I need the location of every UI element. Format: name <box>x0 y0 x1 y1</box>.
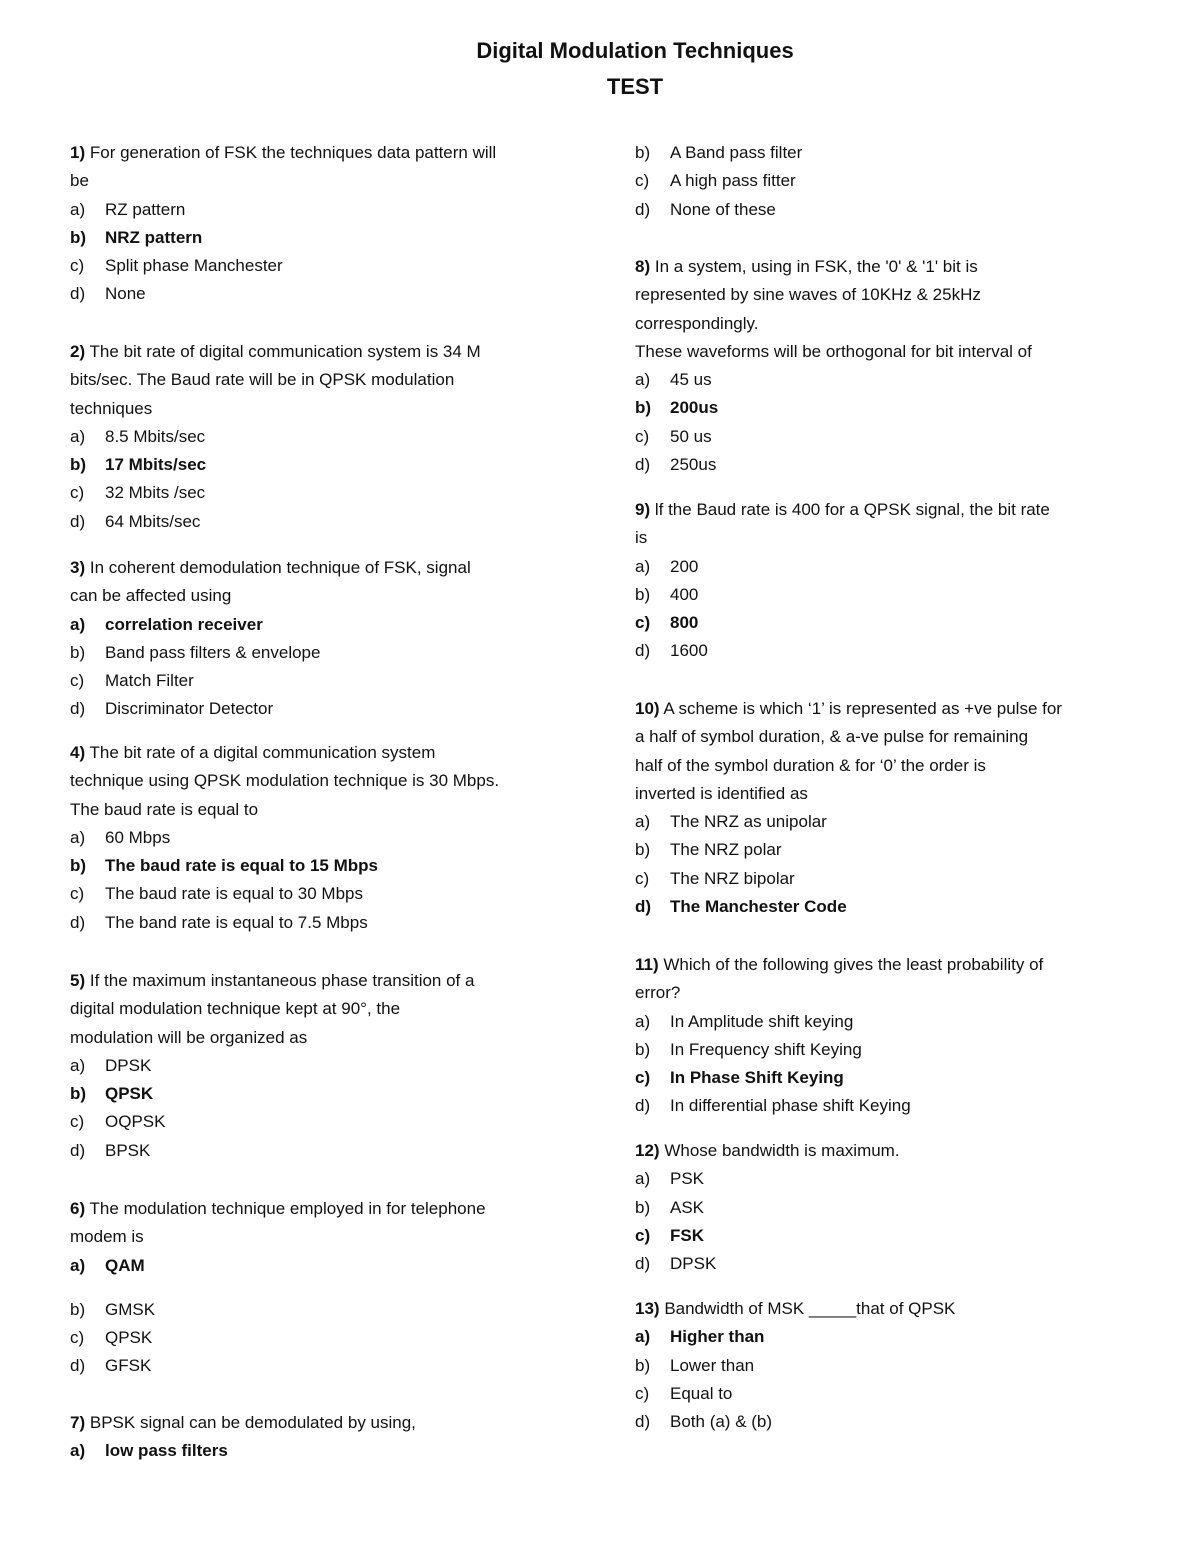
option-text: Band pass filters & envelope <box>105 642 321 662</box>
question-number: 6) <box>70 1199 86 1218</box>
option-letter: a) <box>635 812 651 832</box>
option-text: 200 <box>670 556 699 576</box>
option-text: DPSK <box>670 1254 717 1274</box>
option-letter: b) <box>635 398 652 418</box>
option-text: In differential phase shift Keying <box>670 1096 911 1116</box>
answer-option <box>70 1324 486 1352</box>
option-text: The baud rate is equal to 30 Mbps <box>105 884 363 904</box>
question-text: techniques <box>70 398 153 418</box>
question-text-line <box>70 1195 486 1223</box>
answer-option <box>70 695 471 723</box>
option-text: 50 us <box>670 426 712 446</box>
option-text: The band rate is equal to 7.5 Mbps <box>105 912 368 932</box>
option-text: Split phase Manchester <box>105 256 283 276</box>
question <box>70 338 481 536</box>
question-text-line <box>70 366 481 394</box>
question-text-line <box>70 554 471 582</box>
option-text: Equal to <box>670 1383 733 1403</box>
page-title: Digital Modulation Techniques <box>476 38 794 63</box>
option-letter: d) <box>635 1412 651 1432</box>
answer-option <box>635 1194 900 1222</box>
option-text: GMSK <box>105 1299 156 1319</box>
question-text: Whose bandwidth is maximum. <box>664 1141 900 1160</box>
option-letter: a) <box>70 614 86 634</box>
answer-option <box>635 1008 1043 1036</box>
question-text-line <box>635 253 1032 281</box>
answer-option <box>635 808 1062 836</box>
option-letter: c) <box>70 671 85 691</box>
option-text: PSK <box>670 1169 705 1189</box>
option-text: RZ pattern <box>105 199 186 219</box>
answer-option-correct <box>70 852 499 880</box>
option-letter: b) <box>70 1299 86 1319</box>
question-number: 8) <box>635 257 651 276</box>
answer-option <box>635 1165 900 1193</box>
answer-option-correct <box>635 1222 900 1250</box>
question-text-line <box>635 338 1032 366</box>
option-letter: b) <box>635 1355 651 1375</box>
option-text: OQPSK <box>105 1112 166 1132</box>
option-letter: d) <box>70 284 86 304</box>
answer-option-correct <box>70 1252 486 1280</box>
question-text: The modulation technique employed in for telephone <box>89 1199 486 1218</box>
option-letter: b) <box>635 1197 651 1217</box>
answer-option <box>635 1250 900 1278</box>
question-text-line <box>70 767 499 795</box>
option-letter: c) <box>70 256 85 276</box>
question-text-line <box>70 167 496 195</box>
question-text: These waveforms will be orthogonal for bit interval of <box>635 341 1032 361</box>
option-letter: a) <box>635 1327 651 1347</box>
question-text: digital modulation technique kept at 90°, the <box>70 999 401 1019</box>
option-text: BPSK <box>105 1140 151 1160</box>
option-text: GFSK <box>105 1356 152 1376</box>
option-text: 32 Mbits /sec <box>105 483 206 503</box>
option-letter: c) <box>635 613 651 633</box>
question-text-line <box>70 1024 474 1052</box>
option-letter: d) <box>635 1096 651 1116</box>
option-letter: c) <box>635 868 650 888</box>
question-text-line <box>635 524 1050 552</box>
question-text: error? <box>635 983 681 1003</box>
question-text-line <box>70 1223 486 1251</box>
option-text: 17 Mbits/sec <box>105 455 207 475</box>
question-text: Bandwidth of MSK _____that of QPSK <box>664 1299 956 1318</box>
question-number: 2) <box>70 342 86 361</box>
option-text: Match Filter <box>105 671 194 691</box>
option-text: 250us <box>670 455 717 475</box>
question-text: half of the symbol duration & for ‘0’ the order is <box>635 755 986 775</box>
option-text: None of these <box>670 199 776 219</box>
answer-option <box>635 1092 1043 1120</box>
answer-option <box>635 637 1050 665</box>
option-letter: b) <box>635 584 651 604</box>
question-text-line <box>635 1137 900 1165</box>
answer-option-correct <box>70 224 496 252</box>
option-letter: b) <box>70 455 87 475</box>
question-text: A scheme is which ‘1’ is represented as +ve pulse for <box>663 699 1062 718</box>
question-text: The bit rate of digital communication system is 34 M <box>89 342 481 361</box>
option-text: 60 Mbps <box>105 827 171 847</box>
question-text: represented by sine waves of 10KHz & 25kHz <box>635 285 981 305</box>
question-text: technique using QPSK modulation technique is 30 Mbps. <box>70 771 500 791</box>
option-text: Higher than <box>670 1327 765 1347</box>
question-text: is <box>635 528 648 548</box>
option-letter: d) <box>635 455 651 475</box>
answer-option <box>70 1137 474 1165</box>
question-text-line <box>635 979 1043 1007</box>
question-text-line <box>635 281 1032 309</box>
option-text: NRZ pattern <box>105 227 203 247</box>
question <box>635 496 1050 666</box>
answer-option <box>70 1296 486 1324</box>
question <box>70 139 496 309</box>
question-text: If the maximum instantaneous phase transition of a <box>89 971 475 990</box>
option-letter: d) <box>70 1356 86 1376</box>
question-number: 10) <box>635 699 660 718</box>
question-text-line <box>70 1409 416 1437</box>
answer-option <box>635 139 802 167</box>
question <box>635 951 1043 1121</box>
answer-option <box>635 836 1062 864</box>
option-letter: c) <box>70 483 85 503</box>
option-letter: c) <box>635 1383 650 1403</box>
option-text: ASK <box>670 1197 705 1217</box>
option-text: 8.5 Mbits/sec <box>105 426 206 446</box>
question <box>70 1409 416 1466</box>
option-text: 800 <box>670 613 699 633</box>
option-text: A Band pass filter <box>670 143 803 162</box>
question-text: modem is <box>70 1227 144 1247</box>
option-text: QAM <box>105 1255 145 1275</box>
option-text: In Frequency shift Keying <box>670 1039 862 1059</box>
option-letter: d) <box>635 1254 651 1274</box>
option-letter: b) <box>70 1084 87 1104</box>
answer-option <box>635 1380 955 1408</box>
question-text: The bit rate of a digital communication system <box>89 743 436 762</box>
option-text: The NRZ as unipolar <box>670 812 827 832</box>
option-text: FSK <box>670 1225 704 1245</box>
question-text-line <box>70 995 474 1023</box>
answer-option <box>70 1108 474 1136</box>
option-letter: d) <box>70 912 86 932</box>
question-text-line <box>635 951 1043 979</box>
option-letter: b) <box>70 642 86 662</box>
option-letter: a) <box>635 556 651 576</box>
question-text: The baud rate is equal to <box>70 799 259 819</box>
option-text: Lower than <box>670 1355 755 1375</box>
option-text: correlation receiver <box>105 614 263 634</box>
question-text: modulation will be organized as <box>70 1027 308 1047</box>
question <box>635 253 1032 479</box>
question-text: correspondingly. <box>635 313 759 333</box>
question-text: BPSK signal can be demodulated by using, <box>89 1413 416 1432</box>
question-number: 4) <box>70 743 86 762</box>
option-text: The baud rate is equal to 15 Mbps <box>105 856 378 876</box>
question-text: a half of symbol duration, & a-ve pulse for remaining <box>635 727 1029 747</box>
question-text-line <box>70 338 481 366</box>
option-letter: d) <box>70 511 86 531</box>
question-text-line <box>635 752 1062 780</box>
answer-option <box>635 423 1032 451</box>
option-text: QPSK <box>105 1084 154 1104</box>
question-number: 11) <box>635 955 659 974</box>
option-letter: a) <box>70 199 86 219</box>
question-number: 12) <box>635 1141 660 1160</box>
answer-option <box>70 196 496 224</box>
option-text: low pass filters <box>105 1441 228 1461</box>
option-text: The Manchester Code <box>670 897 847 917</box>
question-number: 3) <box>70 558 86 577</box>
question <box>70 739 499 937</box>
question-text-line <box>635 310 1032 338</box>
answer-option <box>70 880 499 908</box>
answer-option-correct <box>635 394 1032 422</box>
option-letter: d) <box>635 199 651 219</box>
option-text: QPSK <box>105 1328 153 1348</box>
option-letter: c) <box>70 1112 85 1132</box>
option-text: 45 us <box>670 370 712 390</box>
question-text-line <box>70 395 481 423</box>
option-text: Both (a) & (b) <box>670 1412 773 1432</box>
option-text: In Amplitude shift keying <box>670 1011 854 1031</box>
answer-option <box>635 167 802 195</box>
option-letter: d) <box>635 897 652 917</box>
answer-option <box>635 451 1032 479</box>
answer-option <box>70 909 499 937</box>
question-text: Which of the following gives the least probability of <box>663 955 1044 974</box>
question-text: For generation of FSK the techniques data pattern will <box>89 143 497 162</box>
answer-option <box>70 252 496 280</box>
answer-option <box>635 1408 955 1436</box>
answer-option <box>635 865 1062 893</box>
option-text: The NRZ polar <box>670 840 782 860</box>
question-text: bits/sec. The Baud rate will be in QPSK modulation <box>70 370 455 390</box>
option-text: In Phase Shift Keying <box>670 1068 844 1088</box>
question-text-line <box>70 796 499 824</box>
answer-option <box>70 508 481 536</box>
option-letter: c) <box>635 426 650 446</box>
answer-option <box>70 1052 474 1080</box>
question <box>70 554 471 724</box>
question <box>70 967 474 1165</box>
answer-option <box>635 366 1032 394</box>
question-continuation <box>635 139 802 224</box>
option-text: 200us <box>670 398 719 418</box>
answer-option-correct <box>635 1064 1043 1092</box>
question-number: 7) <box>70 1413 86 1432</box>
option-letter: a) <box>635 1011 651 1031</box>
answer-option-correct <box>70 1080 474 1108</box>
option-letter: c) <box>70 884 85 904</box>
question-text: be <box>70 171 89 191</box>
option-letter: a) <box>70 827 86 847</box>
answer-option <box>635 553 1050 581</box>
option-letter: a) <box>70 1441 86 1461</box>
answer-option <box>70 667 471 695</box>
question <box>635 695 1062 921</box>
question-text: lf the Baud rate is 400 for a QPSK signal, the bit rate <box>654 500 1050 519</box>
option-text: Discriminator Detector <box>105 699 274 719</box>
question-text-line <box>635 1295 955 1323</box>
question-text-line <box>70 582 471 610</box>
answer-option <box>70 824 499 852</box>
option-letter: a) <box>70 1255 86 1275</box>
option-text: None <box>105 284 146 304</box>
option-text: 400 <box>670 584 699 604</box>
option-letter: d) <box>635 641 651 661</box>
answer-option <box>635 1036 1043 1064</box>
option-letter: b) <box>70 856 87 876</box>
option-letter: c) <box>635 1225 651 1245</box>
option-letter: c) <box>635 1068 651 1088</box>
question-number: 9) <box>635 500 651 519</box>
question-text: In coherent demodulation technique of FSK, signal <box>89 558 471 577</box>
option-text: 64 Mbits/sec <box>105 511 201 531</box>
option-letter: b) <box>635 143 651 162</box>
answer-option-correct <box>70 611 471 639</box>
answer-option <box>70 280 496 308</box>
question <box>635 1137 900 1278</box>
option-letter: d) <box>70 1140 86 1160</box>
question-text: inverted is identified as <box>635 783 808 803</box>
answer-option <box>635 196 802 224</box>
page-subtitle: TEST <box>606 74 664 99</box>
question-text-line <box>70 967 474 995</box>
answer-option-correct <box>635 893 1062 921</box>
answer-option <box>635 1352 955 1380</box>
answer-option <box>70 639 471 667</box>
answer-option <box>635 581 1050 609</box>
question-text-line <box>635 723 1062 751</box>
question-number: 5) <box>70 971 86 990</box>
question <box>635 1295 955 1436</box>
option-letter: a) <box>70 1055 86 1075</box>
answer-option-correct <box>70 1437 416 1465</box>
option-text: The NRZ bipolar <box>670 868 795 888</box>
question-text-line <box>635 496 1050 524</box>
answer-option <box>70 1352 486 1380</box>
option-letter: c) <box>70 1328 85 1348</box>
answer-option-correct <box>635 609 1050 637</box>
answer-option <box>70 423 481 451</box>
question-text-line <box>635 695 1062 723</box>
option-letter: b) <box>635 1039 651 1059</box>
question-number: 13) <box>635 1299 660 1318</box>
option-text: DPSK <box>105 1055 152 1075</box>
answer-option-correct <box>635 1323 955 1351</box>
option-text: 1600 <box>670 641 708 661</box>
question-text-line <box>70 739 499 767</box>
question <box>70 1195 486 1381</box>
answer-option <box>70 479 481 507</box>
question-text: can be affected using <box>70 586 232 606</box>
option-letter: a) <box>70 426 86 446</box>
option-letter: b) <box>70 227 87 247</box>
option-letter: d) <box>70 699 86 719</box>
option-letter: b) <box>635 840 651 860</box>
option-letter: a) <box>635 370 651 390</box>
question-text-line <box>635 780 1062 808</box>
question-text-line <box>70 139 496 167</box>
option-text: A high pass fitter <box>670 171 796 191</box>
option-letter: c) <box>635 171 650 191</box>
question-number: 1) <box>70 143 86 162</box>
question-text: In a system, using in FSK, the '0' & '1' bit is <box>654 257 978 276</box>
option-letter: a) <box>635 1169 651 1189</box>
answer-option-correct <box>70 451 481 479</box>
